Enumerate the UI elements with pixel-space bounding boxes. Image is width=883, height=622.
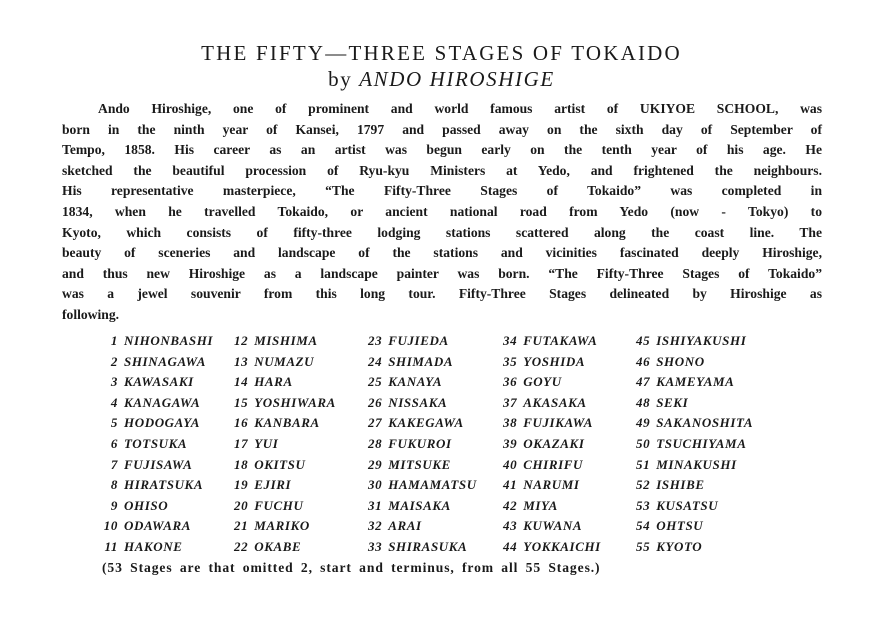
stage-item (368, 331, 477, 352)
stage-name: SEKI (656, 394, 689, 410)
stage-name: HAMAMATSU (388, 477, 477, 493)
stage-item (368, 455, 477, 476)
stage-name: SHONO (656, 353, 705, 369)
stage-name: SHIRASUKA (388, 538, 468, 554)
stage-number: 48 (636, 394, 651, 410)
stage-item (503, 516, 601, 537)
stage-number: 33 (368, 538, 383, 554)
stage-number: 55 (636, 538, 651, 554)
stage-number: 4 (110, 394, 118, 410)
stage-name: FUKUROI (388, 435, 452, 451)
stage-item (636, 393, 753, 414)
stage-name: MIYA (523, 497, 558, 513)
stage-name: TOTSUKA (124, 435, 188, 451)
stage-number: 37 (503, 394, 518, 410)
stage-number: 14 (234, 374, 249, 390)
stage-item (234, 393, 336, 414)
stage-name: HARA (254, 374, 293, 390)
stage-number: 17 (234, 435, 249, 451)
stage-number: 44 (503, 538, 518, 554)
stage-name: NISSAKA (388, 394, 448, 410)
stage-name: YOSHIDA (523, 353, 586, 369)
stage-number: 20 (234, 497, 249, 513)
stage-name: KUSATSU (656, 497, 719, 513)
stage-number: 47 (636, 374, 651, 390)
stage-name: CHIRIFU (523, 456, 584, 472)
stage-column-2 (234, 331, 336, 558)
stage-item (234, 434, 336, 455)
stage-name: KANBARA (254, 415, 320, 431)
stage-name: OKAZAKI (523, 435, 585, 451)
stage-number: 23 (368, 333, 383, 348)
stage-name: HODOGAYA (124, 415, 201, 431)
stage-number: 27 (368, 415, 383, 431)
stage-number: 19 (234, 477, 249, 493)
stage-item (503, 537, 601, 558)
stage-name: FUTAKAWA (523, 333, 598, 348)
stage-name: NUMAZU (254, 353, 315, 369)
stage-number: 42 (503, 497, 518, 513)
stage-number: 35 (503, 353, 518, 369)
stage-name: KYOTO (656, 538, 703, 554)
stage-number: 8 (110, 477, 118, 493)
stage-number: 52 (636, 477, 651, 493)
stage-number: 11 (104, 538, 118, 554)
stage-item (100, 455, 213, 476)
stage-number: 2 (110, 353, 118, 369)
stage-item (100, 413, 213, 434)
stage-item (368, 372, 477, 393)
stage-item (234, 352, 336, 373)
paragraph-line: His representative masterpiece, “The Fifty-Three Stages of Tokaido” was completed in (62, 183, 822, 199)
stage-name: ARAI (388, 518, 422, 534)
paragraph-line: was a jewel souvenir from this long tour. Fifty-Three Stages delineated by Hiroshige as (62, 286, 822, 302)
stage-item (503, 475, 601, 496)
stage-item (503, 455, 601, 476)
stage-item (368, 516, 477, 537)
stage-item (503, 413, 601, 434)
stage-name: HIRATSUKA (124, 477, 204, 493)
stage-name: OHTSU (656, 518, 704, 534)
stage-name: OKABE (254, 538, 302, 554)
paragraph-line: 1834, when he travelled Tokaido, or ancient national road from Yedo (now - Tokyo) to (62, 203, 822, 219)
stage-number: 50 (636, 435, 651, 451)
stage-item (368, 475, 477, 496)
stage-column-4 (503, 331, 601, 558)
stage-name: SAKANOSHITA (656, 415, 754, 431)
stage-number: 9 (110, 497, 118, 513)
stage-item (368, 496, 477, 517)
stage-item (100, 331, 213, 352)
stage-name: GOYU (523, 374, 562, 390)
stage-list (0, 331, 883, 561)
stage-item (234, 331, 336, 352)
stage-column-5 (636, 331, 753, 558)
stage-name: ISHIYAKUSHI (656, 333, 747, 348)
stage-name: FUCHU (254, 497, 304, 513)
stage-number: 45 (636, 333, 651, 348)
stage-name: FUJISAWA (124, 456, 193, 472)
stage-number: 39 (503, 435, 518, 451)
stage-name: YOKKAICHI (523, 538, 601, 554)
paragraph-line: Tempo, 1858. His career as an artist was begun early on the tenth year of his age. He (62, 142, 822, 158)
stage-number: 12 (234, 333, 249, 348)
stage-name: MITSUKE (388, 456, 451, 472)
stage-name: ISHIBE (656, 477, 705, 493)
stage-name: NARUMI (523, 477, 580, 493)
stage-item (503, 352, 601, 373)
stage-item (503, 496, 601, 517)
stage-item (503, 372, 601, 393)
stage-name: SHINAGAWA (124, 353, 206, 369)
stage-number: 26 (368, 394, 383, 410)
footnote: (53 Stages are that omitted 2, start and terminus, from all 55 Stages.) (102, 560, 601, 575)
paragraph-line: beauty of sceneries and landscape of the stations and vicinities fascinated deeply Hiroshige, (62, 245, 822, 261)
paragraph-line: and thus new Hiroshige as a landscape painter was born. “The Fifty-Three Stages of Tokaido” (62, 265, 822, 281)
stage-name: EJIRI (254, 477, 292, 493)
stage-name: HAKONE (124, 538, 183, 554)
stage-item (234, 455, 336, 476)
stage-number: 36 (503, 374, 518, 390)
stage-name: YOSHIWARA (254, 394, 336, 410)
stage-item (368, 537, 477, 558)
stage-number: 43 (503, 518, 518, 534)
stage-item (503, 331, 601, 352)
paragraph-line: Kyoto, which consists of fifty-three lodging stations scattered along the coast line. The (62, 224, 822, 240)
paragraph-line: born in the ninth year of Kansei, 1797 and passed away on the sixth day of September of (62, 121, 822, 137)
stage-name: KAMEYAMA (656, 374, 735, 390)
stage-item (234, 516, 336, 537)
stage-item (100, 475, 213, 496)
stage-item (234, 475, 336, 496)
stage-item (368, 434, 477, 455)
stage-item (636, 496, 753, 517)
byline (0, 66, 883, 92)
stage-item (100, 434, 213, 455)
stage-item (100, 372, 213, 393)
stage-number: 54 (636, 518, 651, 534)
stage-number: 7 (110, 456, 118, 472)
paragraph-line: Ando Hiroshige, one of prominent and world famous artist of UKIYOE SCHOOL, was (98, 101, 822, 116)
stage-item (636, 372, 753, 393)
stage-item (100, 516, 213, 537)
stage-item (100, 393, 213, 414)
stage-name: KAWASAKI (124, 374, 194, 390)
stage-number: 13 (234, 353, 249, 369)
stage-number: 28 (368, 435, 383, 451)
stage-number: 40 (503, 456, 518, 472)
stage-item (234, 496, 336, 517)
stage-number: 3 (110, 374, 118, 390)
stage-name: MAISAKA (388, 497, 451, 513)
stage-item (234, 413, 336, 434)
stage-number: 21 (234, 518, 249, 534)
stage-item (503, 434, 601, 455)
stage-item (636, 537, 753, 558)
stage-item (636, 455, 753, 476)
stage-name: OHISO (124, 497, 169, 513)
stage-number: 30 (368, 477, 383, 493)
stage-item (636, 352, 753, 373)
stage-number: 29 (368, 456, 383, 472)
stage-name: TSUCHIYAMA (656, 435, 747, 451)
byline-prefix: by (328, 67, 353, 91)
stage-item (503, 393, 601, 414)
stage-item (636, 434, 753, 455)
stage-item (368, 413, 477, 434)
stage-item (636, 516, 753, 537)
stage-name: KANAYA (388, 374, 443, 390)
stage-name: OKITSU (254, 456, 306, 472)
document-title: THE FIFTY—THREE STAGES OF TOKAIDO (201, 41, 682, 65)
stage-name: FUJIKAWA (523, 415, 594, 431)
stage-name: SHIMADA (388, 353, 454, 369)
stage-number: 25 (368, 374, 383, 390)
stage-name: KAKEGAWA (388, 415, 464, 431)
stage-item (100, 496, 213, 517)
stage-number: 6 (110, 435, 118, 451)
stage-column-1 (100, 331, 213, 558)
stage-item (368, 393, 477, 414)
stage-name: MARIKO (254, 518, 310, 534)
stage-item (234, 537, 336, 558)
stage-number: 31 (368, 497, 383, 513)
stage-item (100, 352, 213, 373)
stage-item (100, 537, 213, 558)
stage-item (636, 331, 753, 352)
paragraph-line: sketched the beautiful procession of Ryu-kyu Ministers at Yedo, and frightened the neighbours. (62, 162, 822, 178)
author-name: ANDO HIROSHIGE (359, 67, 555, 91)
stage-number: 38 (503, 415, 518, 431)
stage-name: KUWANA (523, 518, 583, 534)
stage-number: 24 (368, 353, 383, 369)
stage-name: MISHIMA (254, 333, 318, 348)
stage-number: 18 (234, 456, 249, 472)
stage-name: AKASAKA (523, 394, 587, 410)
stage-number: 49 (636, 415, 651, 431)
stage-item (368, 352, 477, 373)
stage-number: 51 (636, 456, 651, 472)
stage-number: 53 (636, 497, 651, 513)
stage-number: 34 (503, 333, 518, 348)
stage-number: 1 (110, 333, 118, 348)
stage-name: MINAKUSHI (656, 456, 737, 472)
stage-name: NIHONBASHI (124, 333, 214, 348)
stage-name: KANAGAWA (124, 394, 201, 410)
stage-number: 15 (234, 394, 249, 410)
stage-name: ODAWARA (124, 518, 192, 534)
stage-number: 16 (234, 415, 249, 431)
stage-number: 32 (368, 518, 383, 534)
stage-item (636, 413, 753, 434)
biography-paragraph (62, 99, 822, 326)
stage-number: 5 (110, 415, 118, 431)
stage-name: FUJIEDA (388, 333, 449, 348)
paragraph-line: following. (62, 306, 120, 322)
stage-number: 46 (636, 353, 651, 369)
stage-number: 22 (234, 538, 249, 554)
stage-name: YUI (254, 435, 279, 451)
stage-item (234, 372, 336, 393)
stage-number: 10 (103, 518, 118, 534)
stage-item (636, 475, 753, 496)
stage-number: 41 (503, 477, 518, 493)
stage-column-3 (368, 331, 477, 558)
